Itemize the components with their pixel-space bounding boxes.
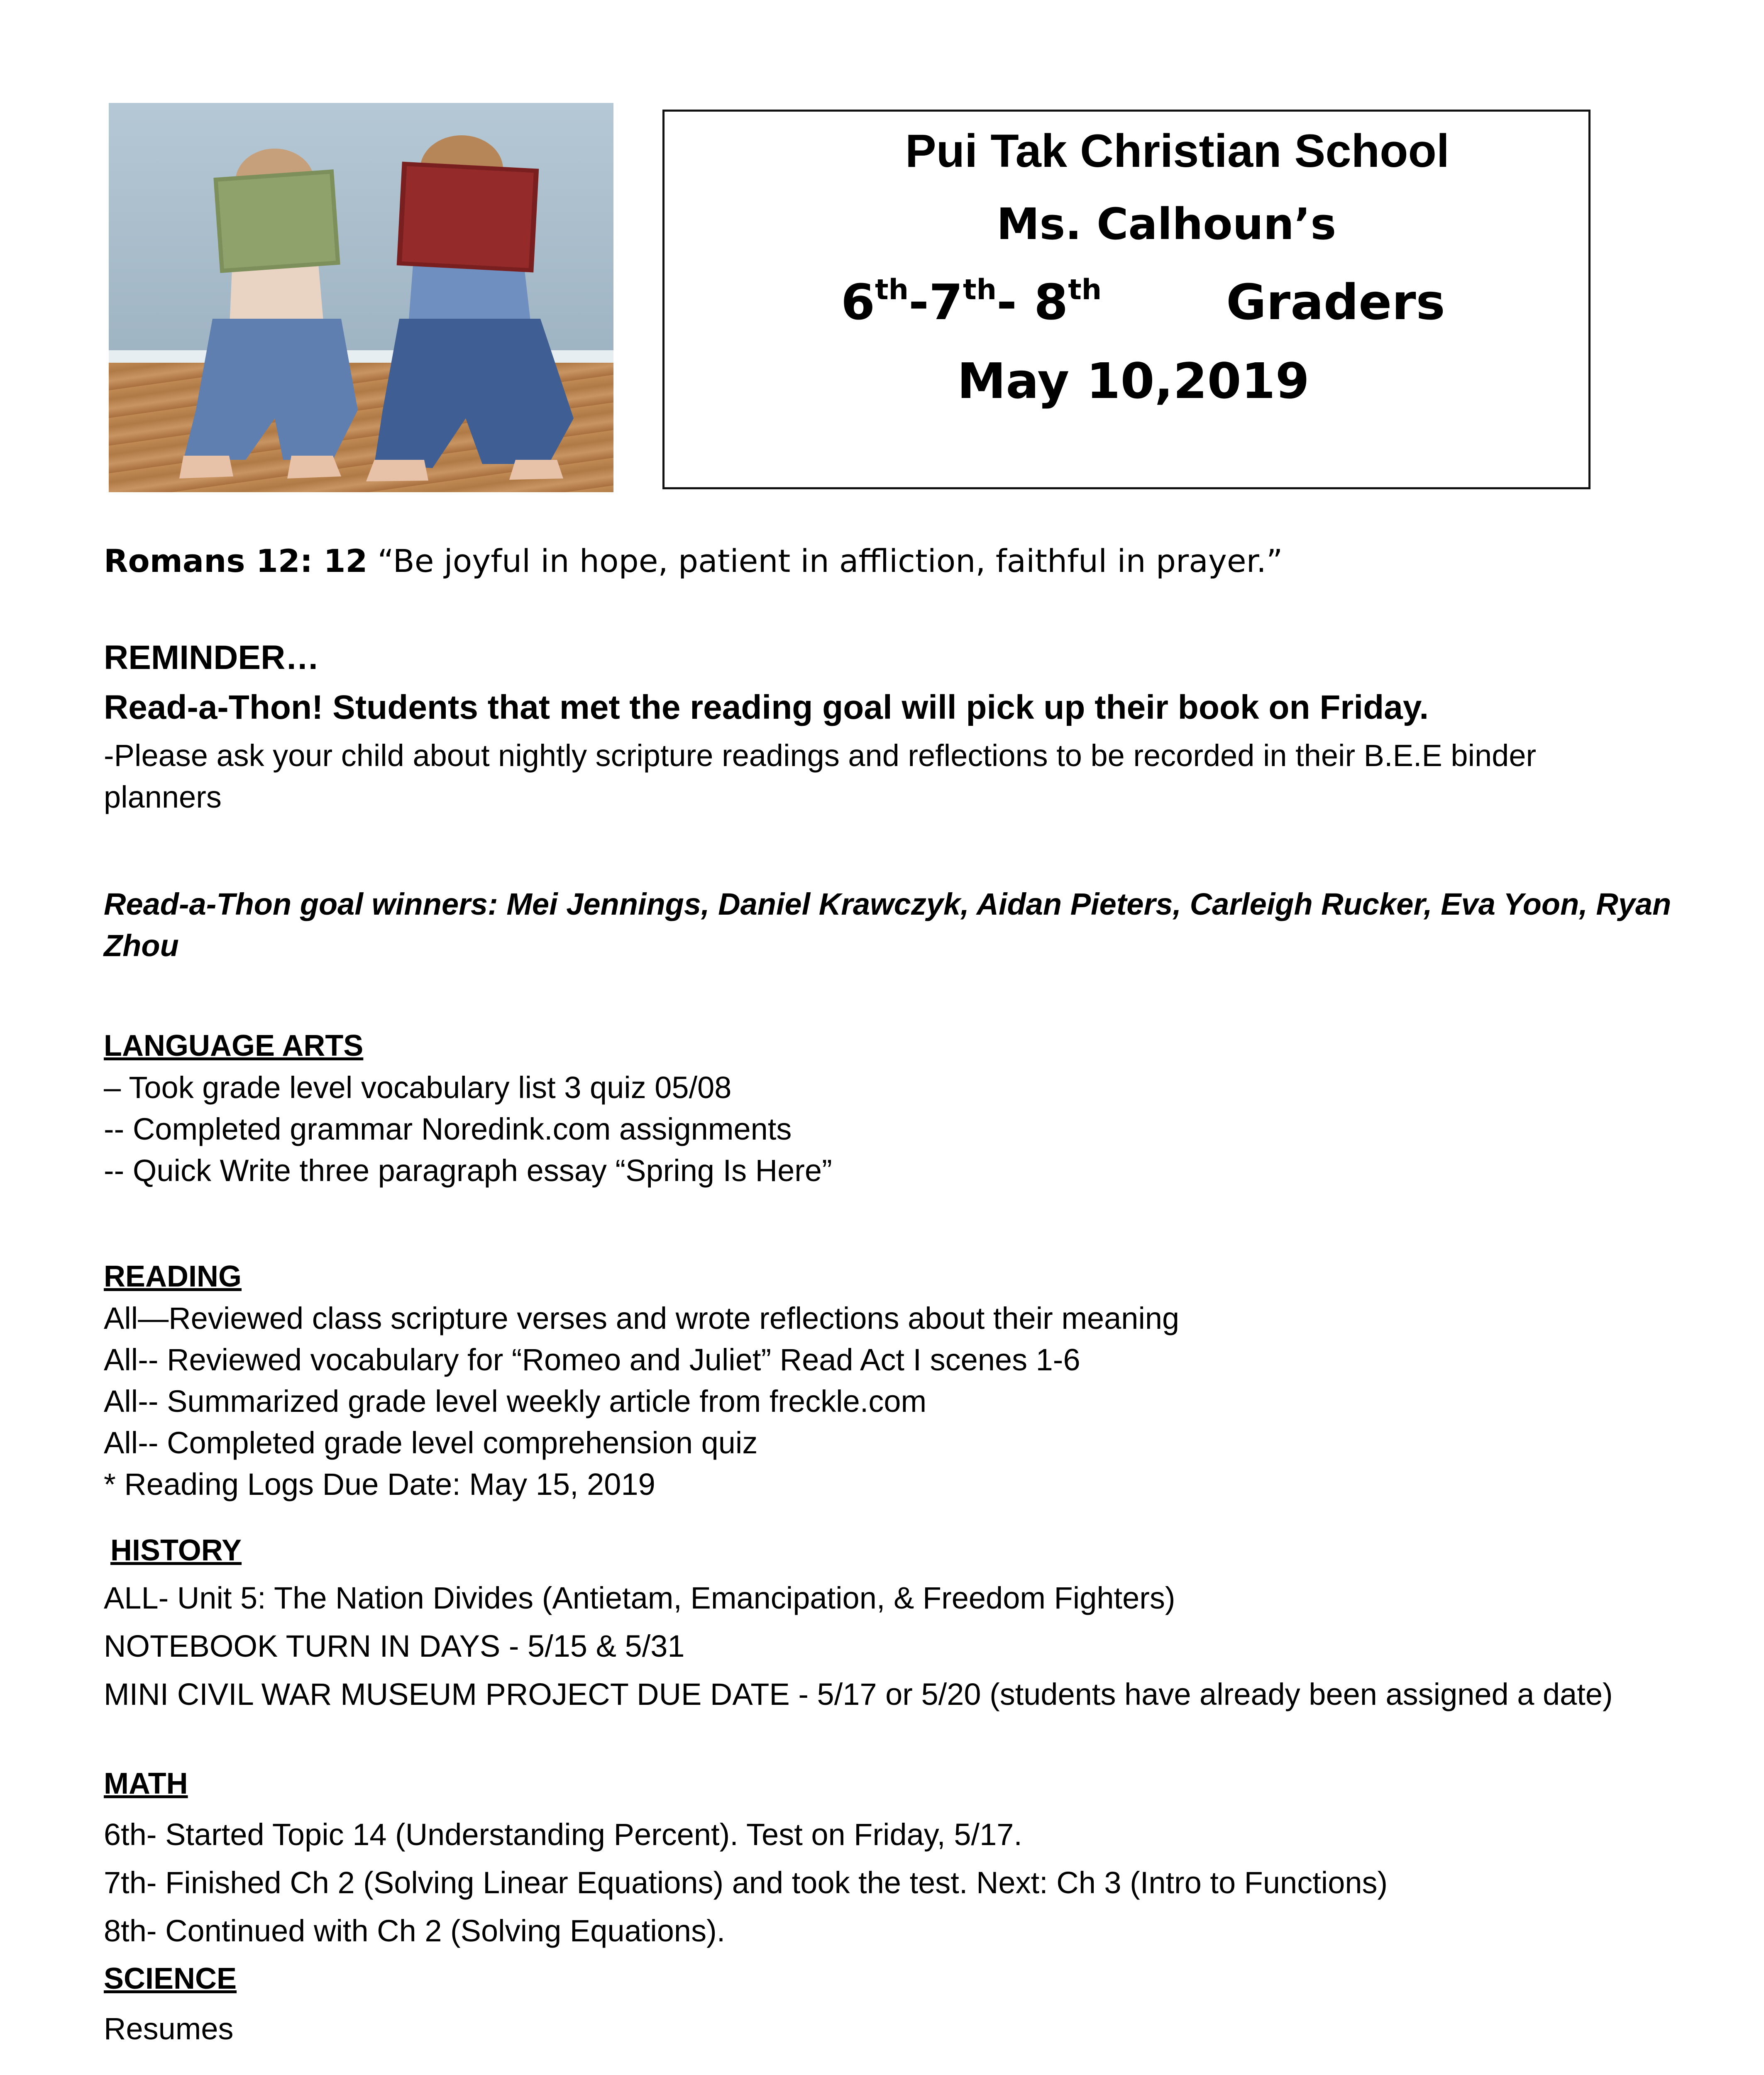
history-item: NOTEBOOK TURN IN DAYS - 5/15 & 5/31 xyxy=(104,1629,685,1663)
newsletter-header-box xyxy=(662,110,1591,489)
math-item: 7th- Finished Ch 2 (Solving Linear Equations) and took the test. Next: Ch 3 (Intro to Functions) xyxy=(104,1865,1388,1900)
two-children-reading-books-illustration xyxy=(109,103,613,492)
reading-heading: READING xyxy=(104,1260,242,1293)
grade-eight-suffix: th xyxy=(1068,273,1102,306)
grade-six-suffix: th xyxy=(875,273,909,306)
grade-seven-suffix: th xyxy=(963,273,997,306)
language-arts-heading: LANGUAGE ARTS xyxy=(104,1029,364,1062)
reading-item: All-- Reviewed vocabulary for “Romeo and Juliet” Read Act I scenes 1-6 xyxy=(104,1343,1080,1377)
reading-due-date: * Reading Logs Due Date: May 15, 2019 xyxy=(104,1467,655,1501)
science-item: Resumes xyxy=(104,2012,234,2046)
winners-line-1: Read-a-Thon goal winners: Mei Jennings, Daniel Krawczyk, Aidan Pieters, Carleigh Rucker, Eva Yoon, Ryan xyxy=(104,887,1671,921)
reading-item: All-- Completed grade level comprehension quiz xyxy=(104,1426,758,1460)
reminder-title: REMINDER… xyxy=(104,639,320,676)
winners-line-2: Zhou xyxy=(104,928,179,963)
reminder-note-line-2: planners xyxy=(104,780,222,814)
verse-reference: Romans 12: 12 xyxy=(104,542,368,579)
language-arts-item: -- Quick Write three paragraph essay “Spring Is Here” xyxy=(104,1153,832,1188)
grade-eight: - 8 xyxy=(997,273,1068,331)
reminder-note-line-1: -Please ask your child about nightly scripture readings and reflections to be recorded in their B.E.E binder xyxy=(104,738,1537,773)
science-heading: SCIENCE xyxy=(104,1962,237,1995)
language-arts-item: -- Completed grammar Noredink.com assignments xyxy=(104,1112,792,1146)
grade-six: 6 xyxy=(841,273,875,331)
math-heading: MATH xyxy=(104,1767,188,1800)
reading-item: All—Reviewed class scripture verses and wrote reflections about their meaning xyxy=(104,1301,1180,1335)
school-name: Pui Tak Christian School xyxy=(905,125,1450,177)
grade-seven: -7 xyxy=(909,273,963,331)
reading-item: All-- Summarized grade level weekly article from freckle.com xyxy=(104,1384,927,1418)
history-item: MINI CIVIL WAR MUSEUM PROJECT DUE DATE - 5/17 or 5/20 (students have already been assigned a date) xyxy=(104,1677,1613,1711)
graders-word: Graders xyxy=(1226,273,1445,331)
language-arts-item: – Took grade level vocabulary list 3 quiz 05/08 xyxy=(104,1070,732,1105)
teacher-name: Ms. Calhoun’s xyxy=(997,199,1336,249)
children-reading-photo xyxy=(109,103,613,492)
verse-text: “Be joyful in hope, patient in affliction, faithful in prayer.” xyxy=(367,542,1283,579)
history-item: ALL- Unit 5: The Nation Divides (Antietam, Emancipation, & Freedom Fighters) xyxy=(104,1581,1175,1615)
math-item: 8th- Continued with Ch 2 (Solving Equations). xyxy=(104,1914,726,1948)
reminder-headline: Read-a-Thon! Students that met the reading goal will pick up their book on Friday. xyxy=(104,688,1429,726)
scripture-verse xyxy=(104,542,1283,579)
newsletter-date: May 10,2019 xyxy=(957,352,1310,410)
math-item: 6th- Started Topic 14 (Understanding Percent). Test on Friday, 5/17. xyxy=(104,1817,1022,1852)
history-heading: HISTORY xyxy=(110,1534,242,1567)
grade-levels xyxy=(841,273,1445,331)
